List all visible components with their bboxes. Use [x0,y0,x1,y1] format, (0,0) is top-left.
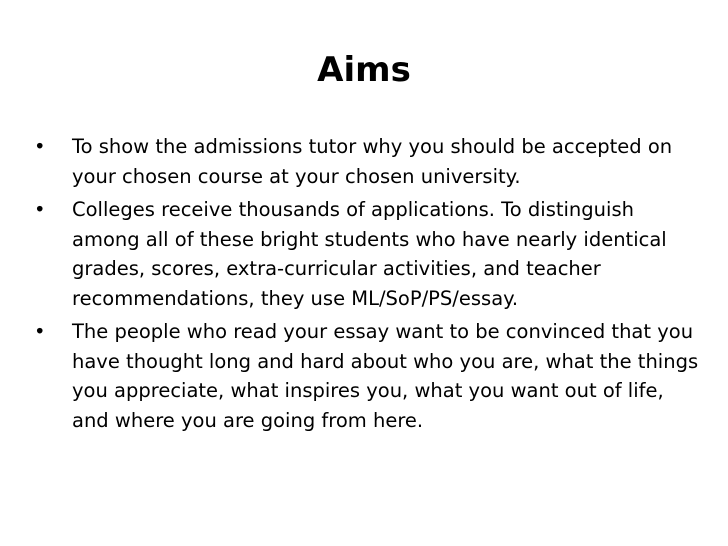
bullet-item [34,317,704,435]
slide-title: Aims [317,50,411,90]
bullet-text: To show the admissions tutor why you should be accepted on your chosen course at your chosen university. [72,135,673,188]
bullet-list [34,132,704,439]
bullet-marker: • [34,135,46,158]
bullet-item [34,132,704,191]
bullet-text: The people who read your essay want to be convinced that you have thought long and hard about who you are, what the things you appreciate, what inspires you, what you want out of life, and where you are going from here. [72,320,699,432]
bullet-text: Colleges receive thousands of applications. To distinguish among all of these bright students who have nearly identical grades, scores, extra-curricular activities, and teacher recommendations, they use ML/SoP/PS/essay. [72,198,667,310]
bullet-marker: • [34,320,46,343]
bullet-marker: • [34,198,46,221]
bullet-item [34,195,704,313]
